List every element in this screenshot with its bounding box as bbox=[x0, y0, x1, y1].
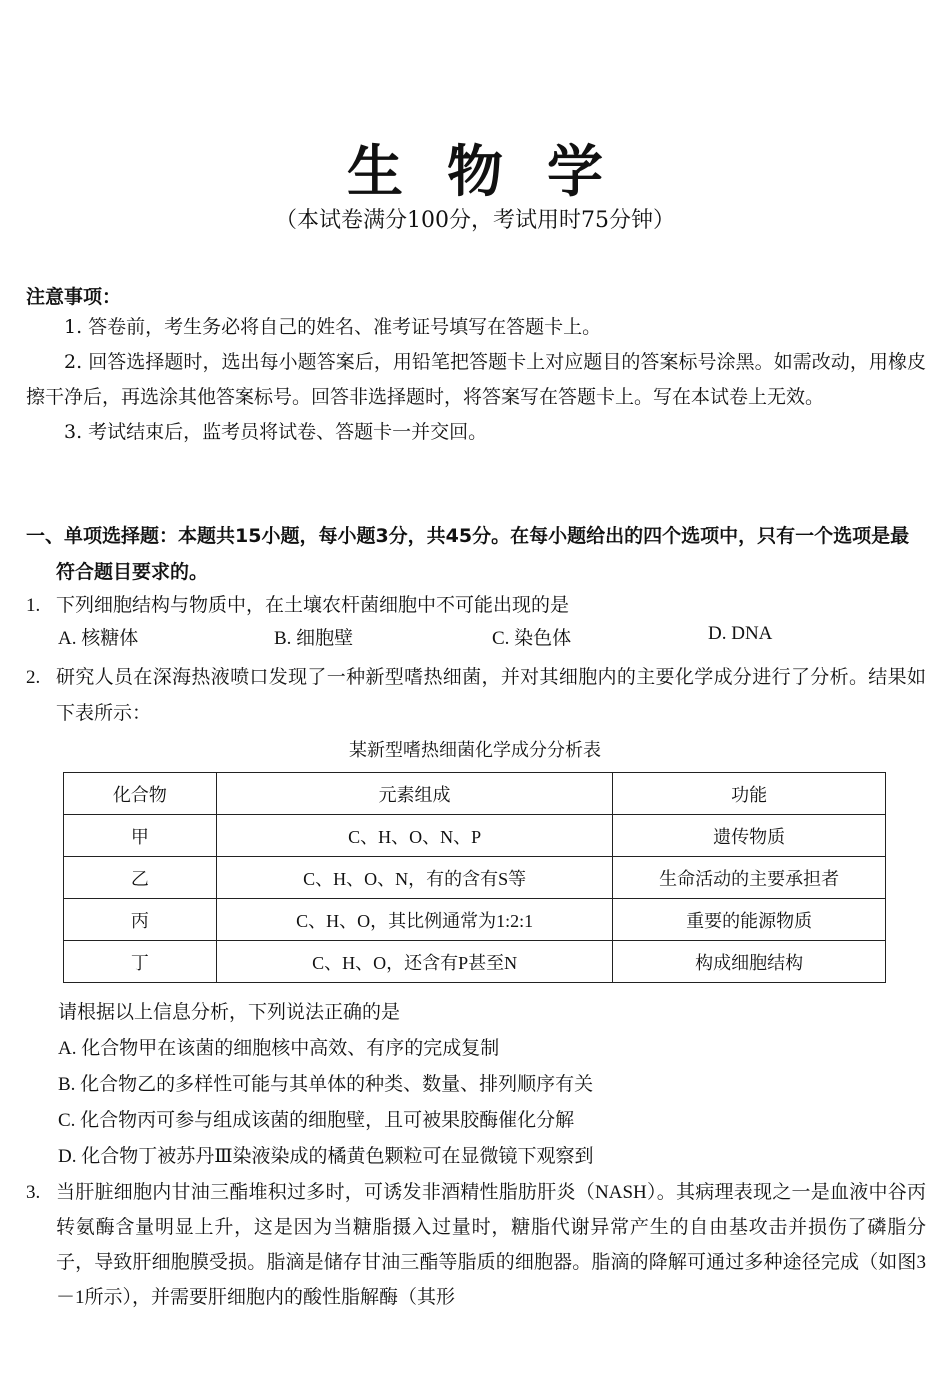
table-cell: C、H、O、N，有的含有S等 bbox=[216, 857, 613, 899]
question-prompt: 请根据以上信息分析，下列说法正确的是 bbox=[58, 1002, 401, 1023]
section-heading: 一、单项选择题：本题共15小题，每小题3分，共45分。在每小题给出的四个选项中，只有一个选项是最符合题目要求的。 bbox=[26, 525, 910, 583]
table-cell: 甲 bbox=[64, 815, 217, 857]
table-row bbox=[64, 857, 886, 899]
header-cell: 化合物 bbox=[64, 773, 217, 815]
option-c: C. 化合物丙可参与组成该菌的细胞壁，且可被果胶酶催化分解 bbox=[58, 1110, 575, 1131]
table-cell: 乙 bbox=[64, 857, 217, 899]
notice-item: 1. 答卷前，考生务必将自己的姓名、准考证号填写在答题卡上。 bbox=[64, 316, 602, 338]
notice-list bbox=[26, 310, 926, 450]
option-d: D. 化合物丁被苏丹Ⅲ染液染成的橘黄色颗粒可在显微镜下观察到 bbox=[58, 1146, 594, 1167]
table-cell: C、H、O，还含有P甚至N bbox=[216, 941, 613, 983]
header-cell: 功能 bbox=[613, 773, 886, 815]
header-cell: 元素组成 bbox=[216, 773, 613, 815]
question-2 bbox=[26, 660, 926, 732]
table-row bbox=[64, 941, 886, 983]
question-number: 1. bbox=[26, 595, 41, 616]
notice-item: 2. 回答选择题时，选出每小题答案后，用铅笔把答题卡上对应题目的答案标号涂黑。如需改动，用橡皮擦干净后，再选涂其他答案标号。回答非选择题时，将答案写在答题卡上。写在本试卷上无效。 bbox=[26, 351, 926, 408]
question-number: 3. bbox=[26, 1182, 41, 1203]
question-stem: 研究人员在深海热液喷口发现了一种新型嗜热细菌，并对其细胞内的主要化学成分进行了分析。结果如下表所示： bbox=[56, 667, 926, 724]
notice-heading: 注意事项： bbox=[26, 286, 122, 308]
option-a: A. 化合物甲在该菌的细胞核中高效、有序的完成复制 bbox=[58, 1038, 500, 1059]
table-cell: 丙 bbox=[64, 899, 217, 941]
option-b: B. 细胞壁 bbox=[274, 628, 354, 649]
table-cell: C、H、O、N、P bbox=[216, 815, 613, 857]
table-cell: C、H、O，其比例通常为1:2:1 bbox=[216, 899, 613, 941]
question-1 bbox=[26, 588, 926, 624]
option-a: A. 核糖体 bbox=[58, 628, 139, 649]
table-cell: 遗传物质 bbox=[613, 815, 886, 857]
table-cell: 生命活动的主要承担者 bbox=[613, 857, 886, 899]
table-cell: 构成细胞结构 bbox=[613, 941, 886, 983]
table-title: 某新型嗜热细菌化学成分分析表 bbox=[349, 740, 601, 761]
option-b: B. 化合物乙的多样性可能与其单体的种类、数量、排列顺序有关 bbox=[58, 1074, 594, 1095]
option-d: D. DNA bbox=[708, 623, 773, 644]
composition-table bbox=[63, 772, 886, 983]
table-header-row bbox=[64, 773, 886, 815]
option-c: C. 染色体 bbox=[492, 628, 572, 649]
page-subtitle: （本试卷满分100分，考试用时75分钟） bbox=[275, 208, 675, 233]
table-row bbox=[64, 815, 886, 857]
question-3 bbox=[26, 1175, 926, 1315]
page-title: 生物学 bbox=[347, 140, 647, 205]
table-cell: 重要的能源物质 bbox=[613, 899, 886, 941]
question-stem: 当肝脏细胞内甘油三酯堆积过多时，可诱发非酒精性脂肪肝炎（NASH）。其病理表现之一是血液中谷丙转氨酶含量明显上升，这是因为当糖脂摄入过量时，糖脂代谢异常产生的自由基攻击并损伤了磷脂分子，导致肝细胞膜受损。脂滴是储存甘油三酯等脂质的细胞器。脂滴的降解可通过多种途径完成（如图3－1所示），并需要肝细胞内的酸性脂解酶（其形 bbox=[56, 1182, 926, 1308]
table-cell: 丁 bbox=[64, 941, 217, 983]
table-row bbox=[64, 899, 886, 941]
notice-item: 3. 考试结束后，监考员将试卷、答题卡一并交回。 bbox=[64, 421, 488, 443]
question-stem: 下列细胞结构与物质中，在土壤农杆菌细胞中不可能出现的是 bbox=[56, 595, 570, 616]
question-number: 2. bbox=[26, 667, 41, 688]
